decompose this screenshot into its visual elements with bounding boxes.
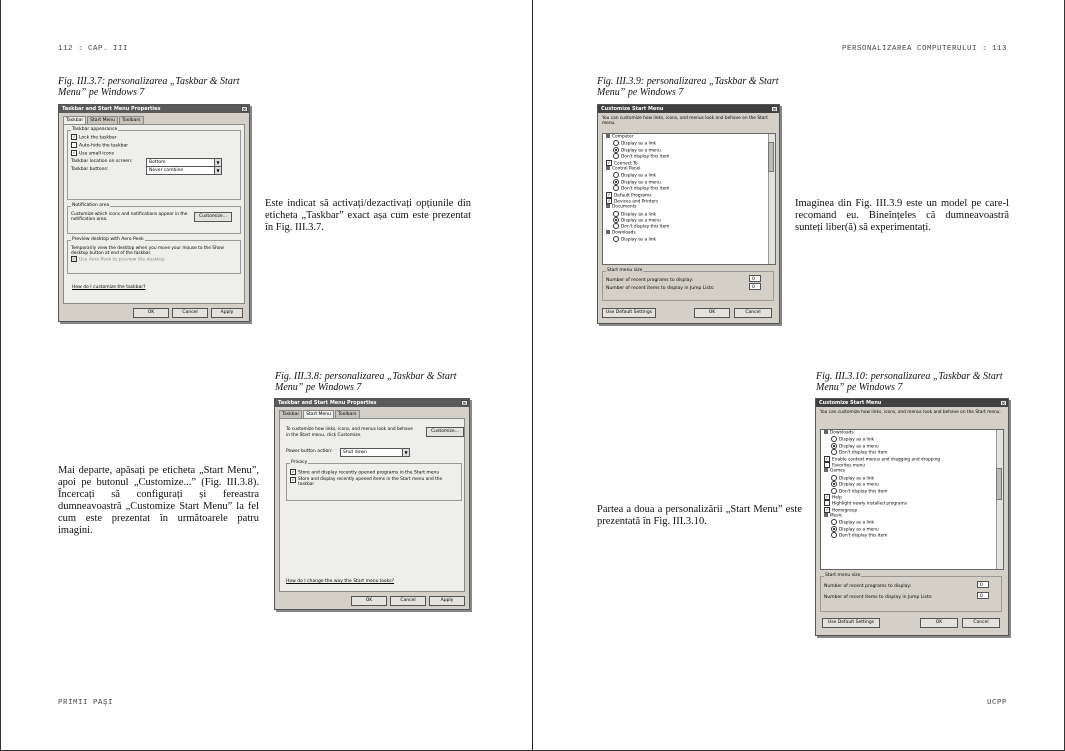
list-item-label: Devices and Printers <box>614 199 659 205</box>
use-default-settings-button[interactable]: Use Default Settings <box>822 618 880 628</box>
ok-button[interactable]: OK <box>694 308 730 318</box>
buttons-label: Taskbar buttons: <box>71 167 109 172</box>
folder-icon <box>606 230 610 234</box>
list-item-label: Display as a link <box>621 173 657 179</box>
checkbox-checked[interactable]: ✓ <box>825 493 829 499</box>
dialog-title: Taskbar and Start Menu Properties <box>62 106 161 112</box>
list-item[interactable] <box>821 532 1003 538</box>
start-menu-properties-dialog <box>274 398 470 610</box>
list-item-label: Computer <box>612 134 634 140</box>
notification-text: Customize which icons and notifications appear in the notification area. <box>71 212 188 222</box>
location-label: Taskbar location on screen: <box>71 159 133 164</box>
scroll-thumb[interactable] <box>768 142 774 172</box>
taskbar-properties-dialog <box>58 104 250 322</box>
list-item-label: Don't display this item <box>621 154 670 160</box>
list-item-label: Display as a link <box>621 212 657 218</box>
tab-panel <box>279 418 465 592</box>
checkbox-checked[interactable]: ✓ <box>607 159 611 165</box>
list-item-label: Control Panel <box>612 166 641 172</box>
tab-panel <box>63 124 245 304</box>
dialog-title: Customize Start Menu <box>601 106 664 112</box>
list-item-label: Help <box>832 495 842 501</box>
radio[interactable] <box>613 172 619 178</box>
scroll-thumb[interactable] <box>996 468 1002 500</box>
recent-items-label: Number of recent items to display in Jump Lists: <box>606 286 715 291</box>
buttons-select[interactable]: Never combine ▼ <box>146 166 222 175</box>
dialog-title: Taskbar and Start Menu Properties <box>278 400 377 406</box>
tab-strip <box>59 113 249 124</box>
radio[interactable] <box>613 153 619 159</box>
cancel-button[interactable]: Cancel <box>962 618 1000 628</box>
page-footer-left: PRIMII PAȘI <box>58 699 114 707</box>
tab-start-menu[interactable]: Start Menu <box>87 116 118 124</box>
radio[interactable] <box>831 449 837 455</box>
recent-programs-stepper[interactable]: 0 <box>977 581 989 588</box>
figure-caption-9: Fig. III.3.9: personalizarea „Taskbar & Start Menu” pe Windows 7 <box>597 76 779 98</box>
checkbox-label: Use Aero Peek to preview the desktop <box>79 257 165 263</box>
intro-text: To customize how links, icons, and menus look and behave in the Start menu, click Customize. <box>286 427 413 438</box>
radio[interactable] <box>613 140 619 146</box>
peek-text: Temporarily view the desktop when you move your mouse to the Show desktop button at end of the taskbar. <box>71 246 224 256</box>
ok-button[interactable]: OK <box>351 596 387 606</box>
customize-start-menu-dialog-10 <box>815 398 1009 636</box>
list-item-label: Display as a link <box>621 237 657 243</box>
checkbox-checked[interactable]: ✓ <box>825 455 829 461</box>
list-item-label: Games <box>830 468 846 474</box>
recent-programs-stepper[interactable]: 0 <box>749 275 761 282</box>
radio-selected[interactable] <box>831 481 837 487</box>
close-icon[interactable]: ✕ <box>462 401 467 407</box>
paragraph-fig8: Mai departe, apăsați pe eticheta „Start Menu”, apoi pe butonul „Customize...” (Fig. III.3.8). Încercați să configurați și fereastra dumneavoastră „Customize Start Menu” la fel cum este prezentat în următoarele patru imagini. <box>58 465 259 536</box>
radio-selected[interactable] <box>613 217 619 223</box>
start-menu-size-group <box>602 268 774 301</box>
list-item-label: Downloads <box>830 430 854 436</box>
tab-toolbars[interactable]: Toolbars <box>119 116 144 124</box>
group-legend: Start menu size <box>607 268 643 273</box>
intro-text: You can customize how links, icons, and menus look and behave on the Start menu. <box>820 410 1001 415</box>
store-items-row[interactable] <box>290 477 458 487</box>
help-link[interactable]: How do I change the way the Start menu looks? <box>286 579 395 584</box>
close-icon[interactable]: ✕ <box>1001 401 1006 407</box>
intro-text: You can customize how links, icons, and menus look and behave on the Start menu. <box>602 116 768 126</box>
radio[interactable] <box>831 488 837 494</box>
checkbox-disabled[interactable]: ✓ <box>72 256 76 261</box>
checkbox[interactable] <box>824 462 830 468</box>
group-legend: Preview desktop with Aero Peek <box>72 237 144 242</box>
list-item-label: Don't display this item <box>621 186 670 192</box>
radio-selected[interactable] <box>831 443 837 449</box>
group-legend: Privacy <box>291 460 308 465</box>
radio[interactable] <box>613 236 619 242</box>
apply-button[interactable]: Apply <box>429 596 465 606</box>
figure-caption-7: Fig. III.3.7: personalizarea „Taskbar & Start Menu” pe Windows 7 <box>58 76 240 98</box>
list-item-label: Downloads <box>612 230 636 236</box>
list-item-label: Display as a menu <box>839 444 879 450</box>
checkbox-checked[interactable]: ✓ <box>607 197 611 203</box>
dialog-title: Customize Start Menu <box>819 400 882 406</box>
list-item-label: Don't display this item <box>839 533 888 539</box>
radio[interactable] <box>831 519 837 525</box>
radio[interactable] <box>831 532 837 538</box>
power-select[interactable]: Shut down ▼ <box>340 448 410 457</box>
recent-programs-label: Number of recent programs to display: <box>824 584 912 589</box>
checkbox-checked[interactable]: ✓ <box>291 477 295 482</box>
checkbox-label: Store and display recently opened items in the Start menu and the taskbar <box>298 477 443 487</box>
list-item-label: Display as a menu <box>621 148 661 154</box>
checkbox-label: Store and display recently opened programs in the Start menu <box>298 470 440 476</box>
list-item-label: Homegroup <box>832 508 858 514</box>
close-icon[interactable]: ✕ <box>772 107 777 113</box>
dialog-title-bar <box>59 105 249 113</box>
customize-button[interactable]: Customize... <box>426 427 464 437</box>
checkbox-checked[interactable]: ✓ <box>825 506 829 512</box>
radio[interactable] <box>831 475 837 481</box>
list-item-label: Don't display this item <box>839 450 888 456</box>
lock-taskbar-row[interactable] <box>71 134 237 142</box>
buttons-row <box>71 166 237 174</box>
list-item-label: Enable context menus and dragging and dropping <box>832 457 941 463</box>
cancel-button[interactable]: Cancel <box>734 308 772 318</box>
options-list[interactable] <box>602 133 776 265</box>
list-item-label: Display as a link <box>839 437 875 443</box>
recent-items-stepper[interactable]: 0 <box>749 283 761 290</box>
power-label: Power button action: <box>286 449 333 454</box>
list-item-label: Display as a menu <box>621 180 661 186</box>
dialog-title-bar <box>275 399 469 407</box>
paragraph-fig7: Este indicat să activați/dezactivați opțiunile din eticheta „Taskbar” exact așa cum este prezentat în Fig. III.3.7. <box>265 198 471 233</box>
radio[interactable] <box>831 436 837 442</box>
aero-peek-group <box>67 237 241 274</box>
right-page <box>533 0 1065 751</box>
cancel-button[interactable]: Cancel <box>390 596 426 606</box>
tab-taskbar[interactable]: Taskbar <box>63 116 86 124</box>
list-item[interactable] <box>603 236 775 242</box>
dialog-title-bar <box>816 399 1008 407</box>
list-item-label: Display as a link <box>621 141 657 147</box>
tab-strip <box>275 407 469 418</box>
figure-caption-10: Fig. III.3.10: personalizarea „Taskbar & Start Menu” pe Windows 7 <box>816 371 1003 393</box>
customize-start-menu-dialog-9 <box>597 104 780 324</box>
options-list[interactable] <box>820 429 1004 570</box>
list-item-label: Display as a link <box>839 476 875 482</box>
list-item-label: Display as a menu <box>621 218 661 224</box>
group-legend: Start menu size <box>825 573 861 578</box>
dialog-title-bar <box>598 105 779 113</box>
checkbox-label: Use small icons <box>79 151 114 157</box>
tab-taskbar[interactable]: Taskbar <box>279 410 302 418</box>
checkbox-label: Lock the taskbar <box>79 135 117 141</box>
list-item-label: Documents <box>612 204 637 210</box>
checkbox-checked[interactable]: ✓ <box>72 150 76 155</box>
checkbox-checked[interactable]: ✓ <box>291 469 295 474</box>
radio[interactable] <box>613 211 619 217</box>
list-item-label: Display as a menu <box>839 527 879 533</box>
list-item-label: Don't display this item <box>839 489 888 495</box>
checkbox[interactable] <box>71 142 77 148</box>
radio-selected[interactable] <box>613 179 619 185</box>
folder-icon <box>606 204 610 208</box>
page-header-left: 112 : CAP. III <box>58 45 129 53</box>
paragraph-fig9: Imaginea din Fig. III.3.9 este un model pe care-l recomand eu. Bineînțeles că dumneavoastră sunteți liber(ă) să experimentați. <box>795 198 1009 233</box>
customize-button[interactable]: Customize... <box>194 212 232 222</box>
radio[interactable] <box>613 223 619 229</box>
list-item-label: Default Programs <box>614 193 652 199</box>
cancel-button[interactable]: Cancel <box>172 308 208 318</box>
folder-icon <box>824 468 828 472</box>
list-item-label: Highlight newly installed programs <box>832 501 907 507</box>
list-item-label: Music <box>830 513 843 519</box>
list-item-label: Connect To <box>614 161 638 167</box>
start-menu-size-group <box>820 573 1002 612</box>
scrollbar[interactable] <box>768 134 775 264</box>
notification-area-group <box>67 203 241 234</box>
location-row <box>71 158 237 166</box>
folder-icon <box>606 134 610 138</box>
close-icon[interactable]: ✕ <box>242 107 247 113</box>
ok-button[interactable]: OK <box>920 618 958 628</box>
radio-selected[interactable] <box>613 147 619 153</box>
group-legend: Notification area <box>72 203 110 208</box>
group-legend: Taskbar appearance <box>72 127 118 132</box>
folder-icon <box>606 166 610 170</box>
store-programs-row[interactable] <box>290 469 458 477</box>
taskbar-appearance-group <box>67 127 241 200</box>
tab-toolbars[interactable]: Toolbars <box>335 410 360 418</box>
page-header-right: PERSONALIZAREA COMPUTERULUI : 113 <box>841 45 1007 53</box>
autohide-row[interactable] <box>71 142 237 150</box>
recent-items-stepper[interactable]: 0 <box>977 592 989 599</box>
checkbox-checked[interactable]: ✓ <box>607 191 611 197</box>
radio[interactable] <box>613 185 619 191</box>
list-item-label: Display as a menu <box>839 482 879 488</box>
recent-items-label: Number of recent items to display in Jump Lists: <box>824 595 933 600</box>
list-item-label: Don't display this item <box>621 224 670 230</box>
use-default-settings-button[interactable]: Use Default Settings <box>602 308 656 318</box>
left-page <box>0 0 532 751</box>
checkbox-label: Auto-hide the taskbar <box>79 143 129 149</box>
privacy-group <box>286 460 462 501</box>
folder-icon <box>824 513 828 517</box>
paragraph-fig10: Partea a doua a personalizării „Start Menu” este prezentată în Fig. III.3.10. <box>597 504 802 527</box>
ok-button[interactable]: OK <box>133 308 169 318</box>
checkbox[interactable] <box>824 500 830 506</box>
recent-programs-label: Number of recent programs to display: <box>606 278 694 283</box>
page-footer-right: UCPP <box>986 699 1007 707</box>
folder-icon <box>824 430 828 434</box>
location-select[interactable]: Bottom ▼ <box>146 158 222 167</box>
scrollbar[interactable] <box>996 430 1003 569</box>
small-icons-row[interactable] <box>71 150 237 158</box>
tab-start-menu[interactable]: Start Menu <box>303 410 334 418</box>
list-item-label: Display as a link <box>839 520 875 526</box>
list-item-label: Favorites menu <box>832 463 866 469</box>
figure-caption-8: Fig. III.3.8: personalizarea „Taskbar & Start Menu” pe Windows 7 <box>275 371 457 393</box>
peek-row[interactable] <box>71 256 237 264</box>
apply-button[interactable]: Apply <box>211 308 243 318</box>
radio-selected[interactable] <box>831 526 837 532</box>
help-link[interactable]: How do I customize the taskbar? <box>72 285 146 290</box>
checkbox-checked[interactable]: ✓ <box>72 134 76 139</box>
